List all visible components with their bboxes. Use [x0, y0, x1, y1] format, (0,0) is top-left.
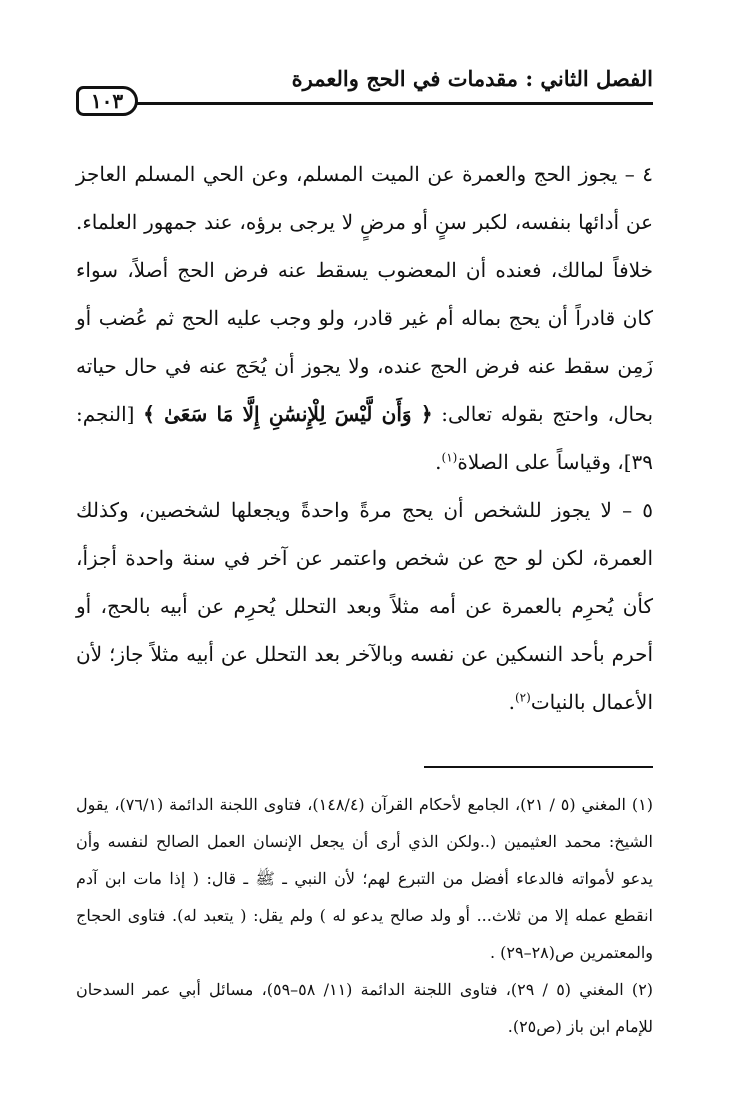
footnote-ref-1[interactable]: (١)	[441, 450, 458, 465]
paragraph-4-end: .	[435, 450, 442, 474]
page-number: ١٠٣	[76, 86, 138, 116]
footnote-ref-2[interactable]: (٢)	[514, 690, 531, 705]
footnote-2: (٢) المغني (٥ / ٢٩)، فتاوى اللجنة الدائمة (١١/ ٥٨–٥٩)، مسائل أبي عمر السدحان للإمام ابن باز (ص٢٥).	[76, 980, 654, 1036]
header-rule	[76, 102, 653, 105]
footnotes	[76, 786, 653, 1045]
paragraph-4-text: ٤ – يجوز الحج والعمرة عن الميت المسلم، وعن الحي المسلم العاجز عن أدائها بنفسه، لكبر سنٍ أو مرضٍ لا يرجى برؤه، عند جمهور العلماء. خلافاً لمالك، فعنده أن المعضوب يسقط عنه فرض الحج أصلاً، سواء كان قادراً أن يحج بماله أم غير قادر، ولو وجب عليه الحج ثم عُضب أو زَمِن سقط عنه فرض الحج عنده، ولا يجوز أن يُحَج عنه في حال حياته بحال، واحتج بقوله تعالى:	[76, 162, 654, 426]
footnote-1: (١) المغني (٥ / ٢١)، الجامع لأحكام القرآن (١٤٨/٤)، فتاوى اللجنة الدائمة (٧٦/١)، يقول الشيخ: محمد العثيمين (..ولكن الذي أرى أن يجعل الإنسان العمل الصالح لنفسه وأن يدعو لأمواته فالدعاء أفضل من التبرع لهم؛ لأن النبي ـ ﷺ ـ قال: ( إذا مات ابن آدم انقطع عمله إلا من ثلاث... أو ولد صالح يدعو له ) ولم يقل: ( يتعبد له). فتاوى الحجاج والمعتمرين ص(٢٨–٢٩) .	[76, 795, 653, 962]
footnote-separator	[424, 766, 653, 768]
paragraph-5	[76, 486, 653, 726]
paragraph-4	[76, 150, 653, 486]
quran-verse: ﴿ وَأَن لَّيْسَ لِلْإِنسَٰنِ إِلَّا مَا سَعَىٰ ﴾	[143, 402, 433, 426]
paragraph-5-text: ٥ – لا يجوز للشخص أن يحج مرةً واحدةً ويجعلها لشخصين، وكذلك العمرة، لكن لو حج عن شخص واعتمر عن آخر في سنة واحدة أجزأ، كأن يُحرِم بالعمرة عن أمه مثلاً وبعد التحلل يُحرِم عن أبيه بالحج، أو أحرم بأحد النسكين عن نفسه وبالآخر بعد التحلل عن أبيه مثلاً جاز؛ لأن الأعمال بالنيات	[76, 498, 653, 714]
paragraph-4-citation: [النجم: ٣٩]، وقياساً على الصلاة	[76, 402, 653, 474]
chapter-title: الفصل الثاني : مقدمات في الحج والعمرة	[291, 66, 653, 91]
paragraph-5-end: .	[508, 690, 515, 714]
